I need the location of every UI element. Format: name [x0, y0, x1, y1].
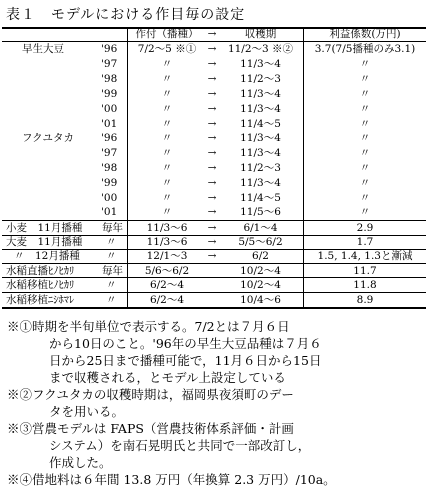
year-cell: '97 [101, 147, 118, 159]
harvest-cell: 11/3～4 [240, 58, 281, 70]
sowing-cell: 11/3～6 [146, 236, 188, 248]
sowing-cell: 〃 [161, 58, 173, 70]
crop-cell: 早生大豆 [22, 43, 64, 55]
profit-cell: 2.9 [356, 222, 374, 234]
arrow-cell: → [207, 177, 217, 189]
profit-cell: 〃 [359, 147, 371, 159]
arrow-cell: → [207, 73, 217, 85]
harvest-cell: 11/3～4 [240, 147, 281, 159]
arrow-cell: → [207, 103, 217, 115]
crop-cell: 水稲直播ﾋﾉﾋｶﾘ [6, 265, 75, 277]
note-line: から10日のこと。'96年の早生大豆品種は７月６ [49, 336, 322, 351]
harvest-cell: 10/4～6 [240, 294, 281, 306]
profit-cell: 〃 [359, 118, 371, 130]
arrow-cell: → [207, 43, 217, 55]
header-harvest: 収穫期 [244, 28, 277, 40]
sowing-cell: 〃 [161, 132, 173, 144]
harvest-cell: 6/1～4 [243, 222, 278, 234]
header-arrow: → [207, 28, 217, 40]
year-cell: '96 [101, 132, 118, 144]
harvest-cell: 11/3～4 [240, 177, 281, 189]
year-cell: 毎年 [102, 222, 123, 234]
profit-cell: 3.7(7/5播種のみ3.1) [314, 43, 416, 55]
harvest-cell: 11/2～3 [240, 73, 281, 85]
profit-cell: 1.7 [356, 236, 374, 248]
profit-cell: 11.8 [353, 279, 377, 291]
profit-cell: 〃 [359, 177, 371, 189]
crop-cell: フクユタカ [22, 132, 74, 144]
arrow-cell: → [207, 206, 217, 218]
arrow-cell: → [207, 192, 217, 204]
year-cell: 〃 [106, 236, 117, 248]
year-cell: '98 [101, 73, 118, 85]
harvest-cell: 11/3～4 [240, 103, 281, 115]
year-cell: '98 [101, 162, 118, 174]
profit-cell: 8.9 [356, 294, 374, 306]
profit-cell: 〃 [359, 88, 371, 100]
profit-cell: 1.5, 1.4, 1.3と漸減 [317, 250, 413, 262]
sowing-cell: 12/1～3 [146, 250, 188, 262]
profit-cell: 〃 [359, 58, 371, 70]
arrow-cell: → [207, 118, 217, 130]
sowing-cell: 〃 [161, 103, 173, 115]
sowing-cell: 〃 [161, 206, 173, 218]
sowing-cell: 〃 [161, 88, 173, 100]
year-cell: '00 [101, 192, 118, 204]
table-bottom-border [2, 307, 426, 309]
crop-cell: 〃 12月播種 [14, 250, 80, 262]
sowing-cell: 6/2～4 [149, 279, 185, 291]
profit-cell: 〃 [359, 73, 371, 85]
note-line: ※③営農モデルは FAPS（営農技術体系評価・計画 [7, 421, 294, 436]
arrow-cell: → [207, 162, 217, 174]
profit-cell: 〃 [359, 103, 371, 115]
header-profit: 利益係数(万円) [329, 28, 401, 40]
sowing-cell: 〃 [161, 162, 173, 174]
year-cell: 毎年 [102, 265, 123, 277]
crop-cell: 水稲移植ﾋﾉﾋｶﾘ [6, 279, 75, 291]
harvest-cell: 10/2～4 [240, 265, 281, 277]
sowing-cell: 〃 [161, 177, 173, 189]
year-cell: 〃 [106, 279, 117, 291]
year-cell: '01 [101, 118, 118, 130]
table-title: 表１ モデルにおける作目毎の設定 [6, 7, 246, 23]
year-cell: '99 [101, 88, 118, 100]
arrow-cell: → [207, 250, 217, 262]
sowing-cell: 5/6～6/2 [144, 265, 190, 277]
harvest-cell: 11/3～4 [240, 132, 281, 144]
soybean-divider [2, 220, 426, 221]
rice-hino-divider [2, 292, 426, 293]
harvest-cell: 5/5～6/2 [238, 236, 283, 248]
sowing-cell: 6/2～4 [149, 294, 185, 306]
arrow-cell: → [207, 88, 217, 100]
harvest-cell: 10/2～4 [240, 279, 281, 291]
profit-cell: 〃 [359, 192, 371, 204]
sowing-cell: 11/3～6 [146, 222, 188, 234]
harvest-cell: 11/2～3 [240, 162, 281, 174]
crop-cell: 水稲移植ﾆｼﾎﾏﾚ [6, 294, 75, 306]
note-line: タを用いる。 [49, 404, 125, 419]
profit-cell: 〃 [359, 162, 371, 174]
note-line: ※②フクユタカの収穫時期は，福岡県夜須町のデー [7, 387, 294, 402]
year-cell: 〃 [106, 250, 117, 262]
harvest-cell: 11/4～5 [240, 192, 281, 204]
sowing-cell: 〃 [161, 147, 173, 159]
arrow-cell: → [207, 147, 217, 159]
note-line: システム）を南石晃明氏と共同で一部改訂し， [49, 438, 311, 453]
footnotes [7, 318, 419, 488]
header-sowing: 作付（播種） [135, 28, 199, 40]
year-cell: '96 [101, 43, 118, 55]
harvest-cell: 11/2～3 ※② [227, 43, 294, 55]
arrow-cell: → [207, 236, 217, 248]
arrow-cell: → [207, 58, 217, 70]
sowing-cell: 〃 [161, 73, 173, 85]
sowing-cell: 〃 [161, 192, 173, 204]
note-line: ※④借地料は６年間 13.8 万円（年換算 2.3 万円）/10a。 [7, 472, 336, 487]
sowing-cell: 7/2～5 ※① [137, 43, 197, 55]
note-line: 作成した。 [49, 455, 112, 470]
note-line: ※①時期を半旬単位で表示する。7/2とは７月６日 [7, 319, 290, 334]
crop-cell: 小麦 11月播種 [6, 222, 83, 234]
profit-cell: 〃 [359, 206, 371, 218]
year-cell: '99 [101, 177, 118, 189]
profit-cell: 11.7 [353, 265, 377, 277]
year-cell: 〃 [106, 294, 117, 306]
note-line: まで収穫される，とモデル上設定している [49, 370, 286, 385]
year-cell: '97 [101, 58, 118, 70]
harvest-cell: 11/3～4 [240, 88, 281, 100]
harvest-cell: 11/4～5 [240, 118, 281, 130]
barley-dec-divider [2, 263, 426, 264]
note-line: 日から25日まで播種可能で，11月６日から15日 [49, 353, 322, 368]
year-cell: '00 [101, 103, 118, 115]
sowing-cell: 〃 [161, 118, 173, 130]
harvest-cell: 6/2 [252, 250, 269, 262]
year-cell: '01 [101, 206, 118, 218]
arrow-cell: → [207, 132, 217, 144]
profit-cell: 〃 [359, 132, 371, 144]
arrow-cell: → [207, 222, 217, 234]
crop-cell: 大麦 11月播種 [6, 236, 83, 248]
header-divider [2, 41, 426, 42]
harvest-cell: 11/5～6 [240, 206, 281, 218]
settings-table [2, 27, 426, 310]
